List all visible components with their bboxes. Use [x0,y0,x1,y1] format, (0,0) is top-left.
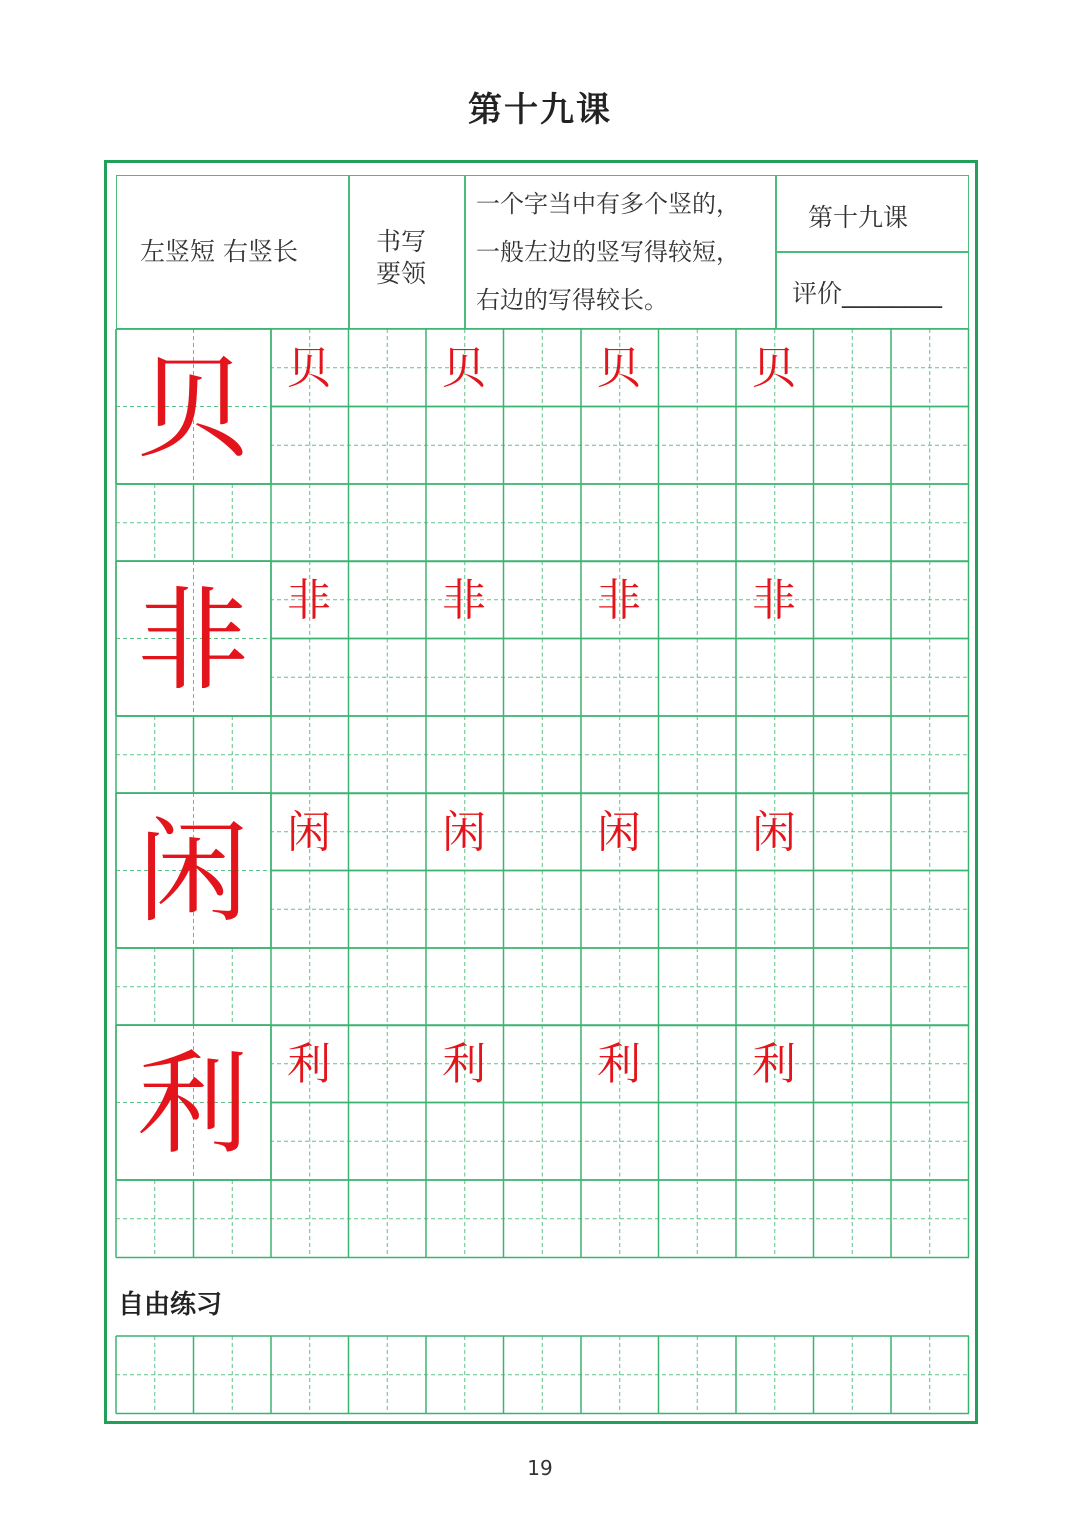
free-practice-title: 自由练习 [118,1290,223,1320]
trace-char: 非 [597,575,641,626]
model-char: 贝 [137,344,249,474]
trace-char: 闲 [752,807,796,858]
model-char: 闲 [137,808,249,938]
trace-char: 利 [752,1039,796,1090]
lesson-label: 第十九课 [808,203,909,232]
tip-line: 右边的写得较长。 [476,286,668,314]
writing-rule: 左竖短 右竖长 [140,237,298,266]
model-char: 非 [137,576,249,706]
trace-char: 非 [442,575,486,626]
model-char: 利 [137,1040,249,1170]
tip-label: 书写 [376,227,427,256]
trace-char: 闲 [442,807,486,858]
tip-line: 一般左边的竖写得较短， [476,238,740,266]
tip-label: 要领 [376,259,427,288]
trace-char: 利 [287,1039,331,1090]
evaluation-label: 评价________ [792,279,943,308]
page-number: 19 [527,1456,553,1480]
trace-char: 利 [597,1039,641,1090]
page-title: 第十九课 [468,90,612,130]
tip-line: 一个字当中有多个竖的， [476,190,740,218]
trace-char: 闲 [597,807,641,858]
trace-char: 闲 [287,807,331,858]
trace-char: 贝 [442,343,486,394]
trace-char: 利 [442,1039,486,1090]
trace-char: 贝 [597,343,641,394]
trace-char: 非 [287,575,331,626]
trace-char: 贝 [752,343,796,394]
trace-char: 贝 [287,343,331,394]
trace-char: 非 [752,575,796,626]
